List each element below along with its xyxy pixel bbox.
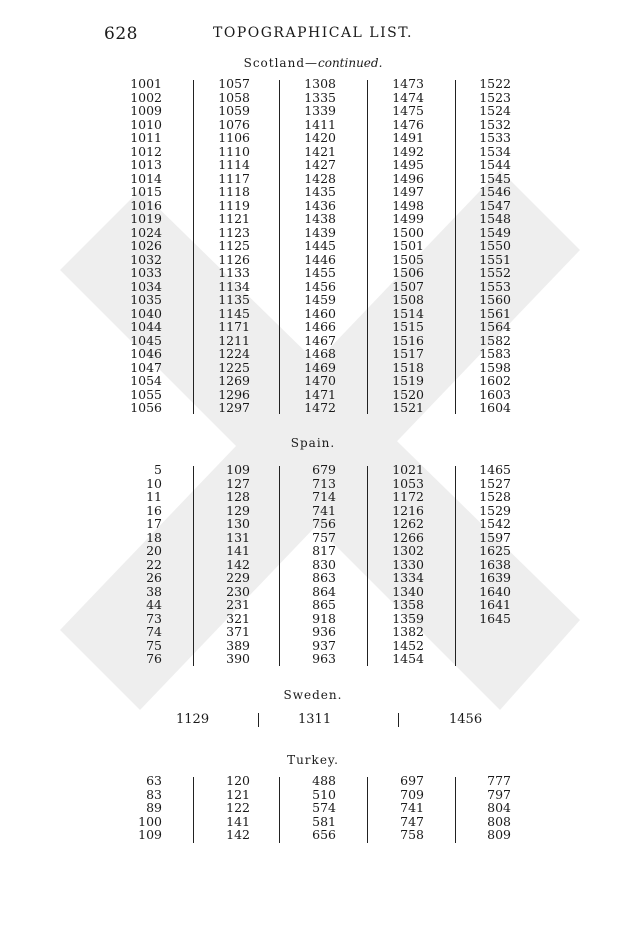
list-item: 1534 bbox=[479, 143, 511, 159]
turkey-column-2 bbox=[208, 774, 250, 842]
list-item: 1438 bbox=[304, 211, 336, 226]
column-divider bbox=[455, 777, 456, 843]
sweden-value-2: 1311 bbox=[298, 712, 332, 727]
list-item: 1645 bbox=[479, 610, 511, 626]
list-item: 937 bbox=[312, 637, 336, 653]
list-item: 1467 bbox=[304, 332, 336, 348]
list-item: 1495 bbox=[392, 157, 424, 172]
list-item: 5 bbox=[154, 462, 162, 477]
list-item: 865 bbox=[312, 597, 336, 612]
list-item: 758 bbox=[400, 827, 424, 842]
list-item: 16 bbox=[146, 502, 162, 518]
list-item: 1058 bbox=[218, 89, 250, 105]
list-item: 128 bbox=[226, 489, 250, 504]
list-item: 797 bbox=[487, 786, 511, 802]
list-item: 1499 bbox=[392, 211, 424, 226]
list-item: 121 bbox=[226, 786, 250, 802]
list-item: 1560 bbox=[479, 292, 511, 307]
list-item: 581 bbox=[312, 813, 336, 829]
list-item: 936 bbox=[312, 624, 336, 639]
list-item: 141 bbox=[226, 813, 250, 829]
list-item: 808 bbox=[487, 813, 511, 829]
list-item: 713 bbox=[312, 475, 336, 491]
list-item: 1456 bbox=[304, 278, 336, 294]
section-title-spain: Spain. bbox=[290, 436, 336, 450]
list-item: 1076 bbox=[218, 116, 250, 132]
list-item: 1492 bbox=[392, 143, 424, 159]
list-item: 1055 bbox=[130, 386, 162, 402]
list-item: 10 bbox=[146, 475, 162, 491]
list-item: 141 bbox=[226, 543, 250, 558]
list-item: 1514 bbox=[392, 305, 424, 321]
list-item: 1505 bbox=[392, 251, 424, 267]
list-item: 1604 bbox=[479, 400, 511, 415]
turkey-column-3 bbox=[293, 774, 336, 842]
list-item: 1013 bbox=[130, 157, 162, 172]
list-item: 1548 bbox=[479, 211, 511, 226]
list-item: 1266 bbox=[392, 529, 424, 545]
list-item: 1012 bbox=[130, 143, 162, 159]
list-item: 1519 bbox=[392, 373, 424, 388]
list-item: 963 bbox=[312, 651, 336, 666]
list-item: 1551 bbox=[479, 251, 511, 267]
column-divider bbox=[193, 466, 194, 666]
spain-column-2 bbox=[208, 463, 250, 666]
list-item: 1547 bbox=[479, 197, 511, 213]
list-item: 1544 bbox=[479, 157, 511, 172]
spain-column-5 bbox=[467, 463, 511, 625]
list-item: 1033 bbox=[130, 265, 162, 280]
scotland-column-3 bbox=[293, 77, 336, 415]
section-title-scotland bbox=[0, 56, 626, 70]
list-item: 1491 bbox=[392, 130, 424, 145]
list-item: 389 bbox=[226, 637, 250, 653]
list-item: 1549 bbox=[479, 224, 511, 240]
list-item: 1359 bbox=[392, 610, 424, 626]
list-item: 371 bbox=[226, 624, 250, 639]
list-item: 1446 bbox=[304, 251, 336, 267]
list-item: 1497 bbox=[392, 184, 424, 199]
list-item: 1500 bbox=[392, 224, 424, 240]
list-item: 1010 bbox=[130, 116, 162, 132]
list-item: 1032 bbox=[130, 251, 162, 267]
column-divider bbox=[193, 777, 194, 843]
list-item: 89 bbox=[146, 800, 162, 815]
list-item: 1625 bbox=[479, 543, 511, 558]
page-number: 628 bbox=[104, 24, 138, 44]
scotland-column-5 bbox=[467, 77, 511, 415]
list-item: 1119 bbox=[218, 197, 250, 213]
list-item: 1439 bbox=[304, 224, 336, 240]
list-item: 1057 bbox=[218, 76, 250, 91]
list-item: 1297 bbox=[218, 400, 250, 415]
list-item: 1452 bbox=[392, 637, 424, 653]
section-title-text: Scotland— bbox=[243, 56, 318, 70]
list-item: 1308 bbox=[304, 76, 336, 91]
list-item: 777 bbox=[487, 773, 511, 788]
list-item: 1110 bbox=[218, 143, 250, 159]
list-item: 1501 bbox=[392, 238, 424, 253]
list-item: 1639 bbox=[479, 570, 511, 585]
list-item: 756 bbox=[312, 516, 336, 531]
list-item: 1420 bbox=[304, 130, 336, 145]
list-item: 1564 bbox=[479, 319, 511, 334]
list-item: 863 bbox=[312, 570, 336, 585]
list-item: 17 bbox=[146, 516, 162, 531]
list-item: 321 bbox=[226, 610, 250, 626]
list-item: 697 bbox=[400, 773, 424, 788]
list-item: 1026 bbox=[130, 238, 162, 253]
list-item: 63 bbox=[146, 773, 162, 788]
sweden-value-3: 1456 bbox=[449, 712, 483, 727]
list-item: 510 bbox=[312, 786, 336, 802]
column-divider bbox=[279, 80, 280, 414]
list-item: 1016 bbox=[130, 197, 162, 213]
list-item: 1542 bbox=[479, 516, 511, 531]
list-item: 1469 bbox=[304, 359, 336, 375]
list-item: 918 bbox=[312, 610, 336, 626]
list-item: 1638 bbox=[479, 556, 511, 572]
column-divider bbox=[367, 466, 368, 666]
list-item: 1470 bbox=[304, 373, 336, 388]
list-item: 75 bbox=[146, 637, 162, 653]
list-item: 122 bbox=[226, 800, 250, 815]
list-item: 1044 bbox=[130, 319, 162, 334]
list-item: 1468 bbox=[304, 346, 336, 361]
list-item: 1411 bbox=[304, 116, 336, 132]
list-item: 1521 bbox=[392, 400, 424, 415]
list-item: 1435 bbox=[304, 184, 336, 199]
list-item: 1135 bbox=[218, 292, 250, 307]
list-item: 1015 bbox=[130, 184, 162, 199]
list-item: 709 bbox=[400, 786, 424, 802]
list-item: 1471 bbox=[304, 386, 336, 402]
list-item: 1527 bbox=[479, 475, 511, 491]
column-divider bbox=[279, 466, 280, 666]
list-item: 38 bbox=[146, 583, 162, 599]
column-divider bbox=[279, 777, 280, 843]
column-divider bbox=[455, 466, 456, 666]
list-item: 20 bbox=[146, 543, 162, 558]
scotland-column-1 bbox=[122, 77, 162, 415]
list-item: 817 bbox=[312, 543, 336, 558]
list-item: 18 bbox=[146, 529, 162, 545]
list-item: 1269 bbox=[218, 373, 250, 388]
list-item: 1123 bbox=[218, 224, 250, 240]
sweden-value-1: 1129 bbox=[176, 712, 210, 727]
list-item: 1021 bbox=[392, 462, 424, 477]
turkey-column-4 bbox=[381, 774, 424, 842]
list-item: 1035 bbox=[130, 292, 162, 307]
list-item: 231 bbox=[226, 597, 250, 612]
list-item: 1019 bbox=[130, 211, 162, 226]
list-item: 1216 bbox=[392, 502, 424, 518]
list-item: 1054 bbox=[130, 373, 162, 388]
list-item: 1496 bbox=[392, 170, 424, 186]
section-title-turkey: Turkey. bbox=[287, 753, 339, 767]
list-item: 1045 bbox=[130, 332, 162, 348]
list-item: 1546 bbox=[479, 184, 511, 199]
list-item: 1382 bbox=[392, 624, 424, 639]
list-item: 1550 bbox=[479, 238, 511, 253]
section-title-sweden: Sweden. bbox=[283, 688, 343, 702]
list-item: 1472 bbox=[304, 400, 336, 415]
list-item: 1454 bbox=[392, 651, 424, 666]
list-item: 1335 bbox=[304, 89, 336, 105]
column-divider bbox=[455, 80, 456, 414]
list-item: 390 bbox=[226, 651, 250, 666]
list-item: 1516 bbox=[392, 332, 424, 348]
list-item: 1473 bbox=[392, 76, 424, 91]
list-item: 26 bbox=[146, 570, 162, 585]
list-item: 1506 bbox=[392, 265, 424, 280]
list-item: 1330 bbox=[392, 556, 424, 572]
list-item: 1532 bbox=[479, 116, 511, 132]
list-item: 1522 bbox=[479, 76, 511, 91]
list-item: 1427 bbox=[304, 157, 336, 172]
list-item: 747 bbox=[400, 813, 424, 829]
list-item: 120 bbox=[226, 773, 250, 788]
list-item: 1211 bbox=[218, 332, 250, 348]
list-item: 1523 bbox=[479, 89, 511, 105]
list-item: 1517 bbox=[392, 346, 424, 361]
scotland-column-2 bbox=[208, 77, 250, 415]
list-item: 1034 bbox=[130, 278, 162, 294]
list-item: 73 bbox=[146, 610, 162, 626]
list-item: 1024 bbox=[130, 224, 162, 240]
list-item: 1520 bbox=[392, 386, 424, 402]
list-item: 1059 bbox=[218, 103, 250, 118]
list-item: 100 bbox=[138, 813, 162, 829]
list-item: 1529 bbox=[479, 502, 511, 518]
list-item: 229 bbox=[226, 570, 250, 585]
list-item: 1262 bbox=[392, 516, 424, 531]
list-item: 1466 bbox=[304, 319, 336, 334]
list-item: 1528 bbox=[479, 489, 511, 504]
list-item: 1126 bbox=[218, 251, 250, 267]
turkey-column-1 bbox=[122, 774, 162, 842]
list-item: 1114 bbox=[218, 157, 250, 172]
list-item: 74 bbox=[146, 624, 162, 639]
list-item: 1553 bbox=[479, 278, 511, 294]
list-item: 109 bbox=[226, 462, 250, 477]
spain-column-1 bbox=[122, 463, 162, 666]
list-item: 1053 bbox=[392, 475, 424, 491]
turkey-column-5 bbox=[467, 774, 511, 842]
list-item: 1296 bbox=[218, 386, 250, 402]
list-item: 1459 bbox=[304, 292, 336, 307]
list-item: 1224 bbox=[218, 346, 250, 361]
list-item: 1552 bbox=[479, 265, 511, 280]
list-item: 741 bbox=[312, 502, 336, 518]
list-item: 830 bbox=[312, 556, 336, 572]
list-item: 1445 bbox=[304, 238, 336, 253]
list-item: 1603 bbox=[479, 386, 511, 402]
list-item: 1145 bbox=[218, 305, 250, 321]
list-item: 1524 bbox=[479, 103, 511, 118]
column-divider bbox=[258, 713, 259, 727]
list-item: 809 bbox=[487, 827, 511, 842]
list-item: 714 bbox=[312, 489, 336, 504]
list-item: 1545 bbox=[479, 170, 511, 186]
list-item: 1598 bbox=[479, 359, 511, 375]
list-item: 1515 bbox=[392, 319, 424, 334]
list-item: 679 bbox=[312, 462, 336, 477]
list-item: 1602 bbox=[479, 373, 511, 388]
spain-column-4 bbox=[381, 463, 424, 666]
list-item: 1172 bbox=[392, 489, 424, 504]
list-item: 1474 bbox=[392, 89, 424, 105]
list-item: 1498 bbox=[392, 197, 424, 213]
list-item: 1334 bbox=[392, 570, 424, 585]
list-item: 1421 bbox=[304, 143, 336, 159]
list-item: 1339 bbox=[304, 103, 336, 118]
list-item: 1047 bbox=[130, 359, 162, 375]
section-title-continued: continued. bbox=[318, 56, 383, 70]
list-item: 1056 bbox=[130, 400, 162, 415]
list-item: 11 bbox=[146, 489, 162, 504]
list-item: 1011 bbox=[130, 130, 162, 145]
list-item: 1009 bbox=[130, 103, 162, 118]
list-item: 488 bbox=[312, 773, 336, 788]
list-item: 1118 bbox=[218, 184, 250, 199]
list-item: 864 bbox=[312, 583, 336, 599]
list-item: 1358 bbox=[392, 597, 424, 612]
list-item: 757 bbox=[312, 529, 336, 545]
page-title: TOPOGRAPHICAL LIST. bbox=[213, 25, 413, 41]
list-item: 1340 bbox=[392, 583, 424, 599]
list-item: 1465 bbox=[479, 462, 511, 477]
column-divider bbox=[193, 80, 194, 414]
list-item: 1428 bbox=[304, 170, 336, 186]
list-item: 1460 bbox=[304, 305, 336, 321]
list-item: 1225 bbox=[218, 359, 250, 375]
list-item: 130 bbox=[226, 516, 250, 531]
scotland-column-4 bbox=[381, 77, 424, 415]
list-item: 1518 bbox=[392, 359, 424, 375]
list-item: 804 bbox=[487, 800, 511, 815]
list-item: 1133 bbox=[218, 265, 250, 280]
list-item: 1302 bbox=[392, 543, 424, 558]
list-item: 1476 bbox=[392, 116, 424, 132]
column-divider bbox=[398, 713, 399, 727]
list-item: 1436 bbox=[304, 197, 336, 213]
list-item: 230 bbox=[226, 583, 250, 599]
list-item: 22 bbox=[146, 556, 162, 572]
list-item: 142 bbox=[226, 827, 250, 842]
list-item: 1508 bbox=[392, 292, 424, 307]
list-item: 1002 bbox=[130, 89, 162, 105]
list-item: 1125 bbox=[218, 238, 250, 253]
list-item: 76 bbox=[146, 651, 162, 666]
list-item: 1014 bbox=[130, 170, 162, 186]
list-item: 129 bbox=[226, 502, 250, 518]
list-item: 656 bbox=[312, 827, 336, 842]
list-item: 1641 bbox=[479, 597, 511, 612]
list-item: 1046 bbox=[130, 346, 162, 361]
list-item: 1001 bbox=[130, 76, 162, 91]
list-item: 127 bbox=[226, 475, 250, 491]
column-divider bbox=[367, 80, 368, 414]
list-item: 1171 bbox=[218, 319, 250, 334]
list-item: 1455 bbox=[304, 265, 336, 280]
list-item: 1533 bbox=[479, 130, 511, 145]
list-item: 1582 bbox=[479, 332, 511, 348]
list-item: 1040 bbox=[130, 305, 162, 321]
list-item: 741 bbox=[400, 800, 424, 815]
list-item: 1134 bbox=[218, 278, 250, 294]
list-item: 1121 bbox=[218, 211, 250, 226]
list-item: 1561 bbox=[479, 305, 511, 321]
list-item: 1597 bbox=[479, 529, 511, 545]
list-item: 142 bbox=[226, 556, 250, 572]
list-item: 109 bbox=[138, 827, 162, 842]
list-item: 83 bbox=[146, 786, 162, 802]
list-item: 1106 bbox=[218, 130, 250, 145]
spain-column-3 bbox=[293, 463, 336, 666]
list-item: 131 bbox=[226, 529, 250, 545]
column-divider bbox=[367, 777, 368, 843]
list-item: 1507 bbox=[392, 278, 424, 294]
list-item: 574 bbox=[312, 800, 336, 815]
list-item: 1640 bbox=[479, 583, 511, 599]
list-item: 1583 bbox=[479, 346, 511, 361]
list-item: 1117 bbox=[218, 170, 250, 186]
list-item: 44 bbox=[146, 597, 162, 612]
list-item: 1475 bbox=[392, 103, 424, 118]
